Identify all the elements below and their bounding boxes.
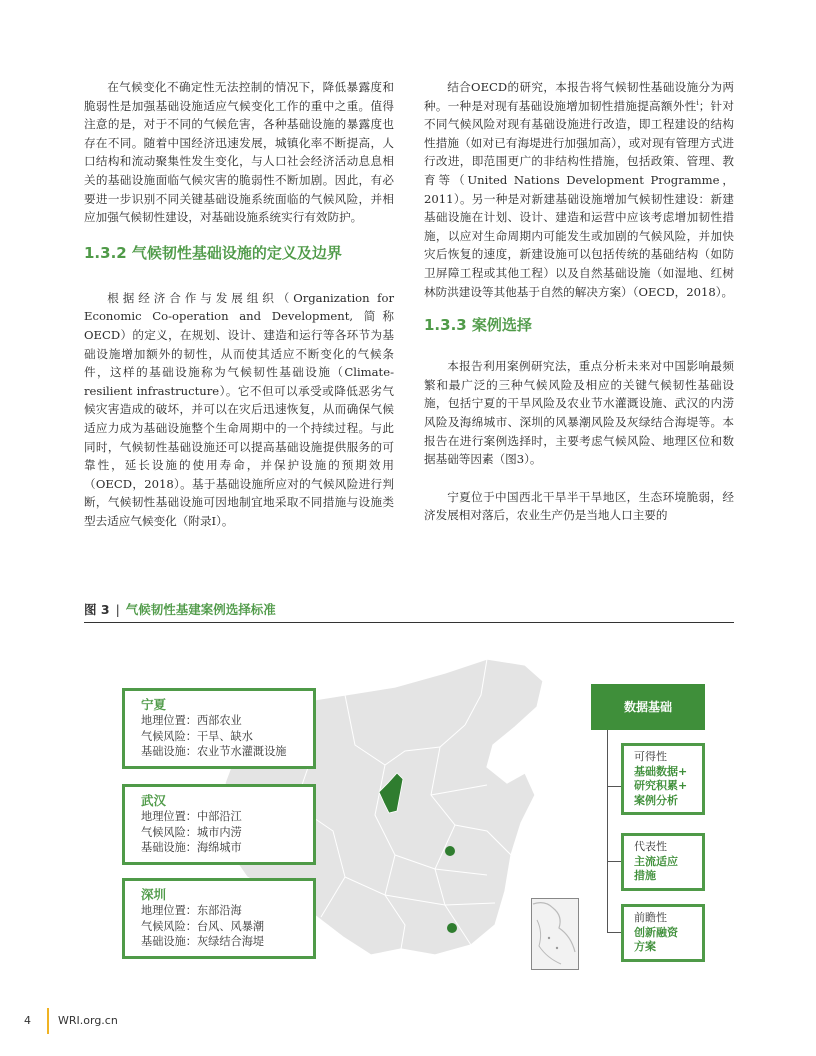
case-box-shenzhen — [122, 878, 316, 959]
body-paragraph: 本报告利用案例研究法，重点分析未来对中国影响最频繁和最广泛的三种气候风险及相应的关键气候韧性基础设施，包括宁夏的干旱风险及农业节水灌溉设施、武汉的内涝风险及海绵城市、深圳的风暴潮风险及灰绿结合海堤等。本报告在进行案例选择时，主要考虑气候风险、地理区位和数据基础等因素（图3）。 — [424, 359, 734, 467]
connector-branch — [607, 786, 621, 787]
connector-branch — [607, 861, 621, 862]
criterion-label: 可得性 — [634, 750, 667, 763]
page-number: 4 — [24, 1014, 31, 1027]
figure-caption: 气候韧性基建案例选择标准 — [125, 602, 276, 617]
body-paragraph: 根据经济合作与发展组织（Organization for Economic Co-operation and Development, 简称OECD）的定义，在规划、设计、建造和运行等各环节为基础设施增加额外的韧性，从而使其适应不断变化的气候条件，这样的基础设施称为气候韧性基础设施（Climate-resilient infrastructure）。它不但可以承受或降低恶劣气候灾害造成的破坏，并可以在灾后迅速恢复，从而确保气候适应力成为基础设施整个生命周期中的一个持续过程。与此同时，气候韧性基础设施还可以提高基础设施提供服务的可靠性，延长设施的使用寿命，并保护设施的预期效用（OECD，2018）。基于基础设施所应对的气候风险进行判断，气候韧性基础设施可因地制宜地采取不同措施与设施类型去适应气候变化（附录Ⅰ）。 — [84, 290, 394, 528]
criterion-detail: 方案 — [634, 940, 656, 953]
page-footer — [0, 1008, 816, 1034]
case-box-ningxia — [122, 688, 316, 769]
case-risk: 气候风险：城市内涝 — [141, 825, 242, 839]
criterion-representativeness — [621, 833, 705, 891]
criterion-foresight — [621, 904, 705, 962]
case-infrastructure: 基础设施：农业节水灌溉设施 — [141, 745, 287, 758]
case-name: 宁夏 — [141, 697, 167, 712]
footnote-marker: i — [696, 98, 699, 107]
body-paragraph: 在气候变化不确定性无法控制的情况下，降低暴露度和脆弱性是加强基础设施适应气候变化工作的重中之重。值得注意的是，对于不同的气候危害，各种基础设施的暴露度也存在不同。随着中国经济迅速发展，城镇化率不断提高，人口结构和流动聚集性发生变化，与人口社会经济活动息息相关的基础设施面临气候灾害的脆弱性不断加剧。因此，有必要进一步识别不同关键基础设施系统面临的气候风险，并相应加强气候韧性建设，对基础设施系统实行有效防护。 — [84, 80, 394, 225]
case-infrastructure: 基础设施：灰绿结合海堤 — [141, 935, 265, 948]
case-risk: 气候风险：台风、风暴潮 — [141, 919, 265, 933]
case-box-wuhan — [122, 784, 316, 865]
criterion-detail: 措施 — [634, 869, 656, 882]
criterion-detail: 案例分析 — [634, 793, 678, 807]
criterion-detail: 创新融资 — [634, 925, 678, 939]
criterion-detail: 主流适应 — [634, 854, 678, 868]
connector-branch — [607, 932, 621, 933]
left-column — [84, 78, 394, 530]
figure-title — [84, 600, 734, 618]
wuhan-marker — [445, 846, 455, 856]
connector-trunk — [607, 730, 608, 932]
website-link[interactable]: WRI.org.cn — [58, 1014, 118, 1027]
criterion-detail: 研究积累+ — [634, 779, 688, 792]
criterion-detail: 基础数据+ — [634, 764, 688, 778]
criterion-label: 代表性 — [634, 840, 667, 853]
body-paragraph: 宁夏位于中国西北干旱半干旱地区，生态环境脆弱，经济发展相对落后，农业生产仍是当地人口主要的 — [424, 489, 734, 523]
figure-rule — [84, 622, 734, 623]
footer-divider — [47, 1008, 49, 1034]
figure-number: 图 3 — [84, 602, 110, 617]
case-location: 地理位置：中部沿江 — [141, 810, 242, 823]
case-name: 武汉 — [141, 793, 167, 808]
criterion-label: 前瞻性 — [634, 911, 667, 924]
shenzhen-marker — [447, 923, 457, 933]
data-basis-header: 数据基础 — [591, 684, 705, 730]
body-paragraph: 结合OECD的研究，本报告将气候韧性基础设施分为两种。一种是对现有基础设施增加韧性措施提高额外性$^i$；针对不同气候风险对现有基础设施进行改造，即工程建设的结构性措施（如对已有海堤进行加强加高），或对现有管理方式进行改进，即范围更广的非结构性措施，包括政策、管理、教育等（United Nations Development Programme，2011）。另一种是对新建基础设施增加气候韧性建设：新建基础设施在计划、设计、建造和运营中应该考虑增加韧性措施，以应对生命周期内可能发生或加剧的气候风险，并加快灾后恢复的速度，新建设施可以包括传统的基础结构（如防卫屏障工程或其他工程）以及自然基础设施（如湿地、红树林防洪建设等其他基于自然的解决方案）（OECD，2018）。 — [424, 80, 734, 299]
section-heading: 1.3.2 气候韧性基础设施的定义及边界 — [84, 243, 342, 262]
section-heading: 1.3.3 案例选择 — [424, 316, 532, 335]
south-china-sea-inset — [531, 898, 579, 970]
criterion-availability — [621, 743, 705, 815]
case-name: 深圳 — [141, 887, 167, 902]
case-risk: 气候风险：干旱、缺水 — [141, 729, 253, 743]
case-location: 地理位置：西部农业 — [141, 714, 242, 727]
right-column — [424, 78, 734, 525]
case-infrastructure: 基础设施：海绵城市 — [141, 841, 242, 854]
case-location: 地理位置：东部沿海 — [141, 904, 242, 917]
figure-title-separator: | — [115, 602, 120, 617]
